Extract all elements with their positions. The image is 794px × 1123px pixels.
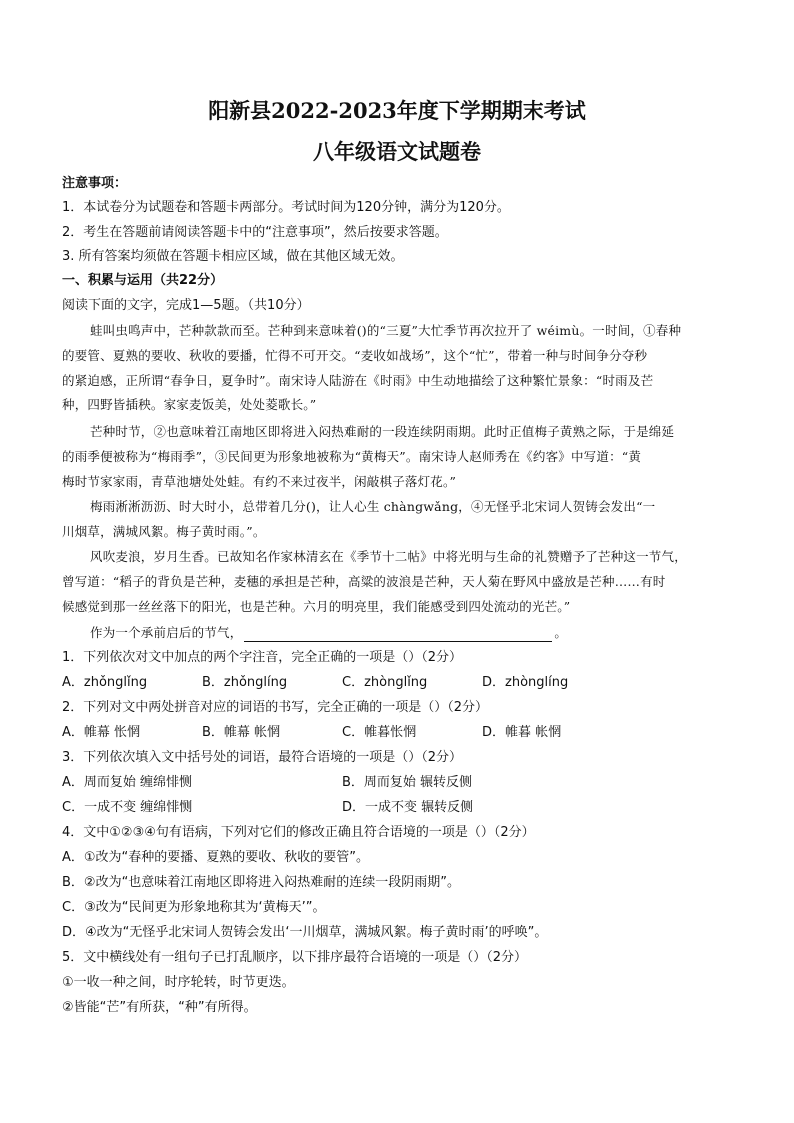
passage-end: 。 <box>554 625 568 640</box>
passage-line: 的紧迫感，正所谓“春争日，夏争时”。南宋诗人陆游在《时雨》中生动地描绘了这种繁忙景象：“时雨及芒 <box>62 373 654 388</box>
passage-line: 的要管、夏熟的要收、秋收的要播，忙得不可开交。“麦收如战场”，这个“忙”，带着一种与时间争分夺秒 <box>62 348 648 363</box>
question-stem: 3．下列依次填入文中括号处的词语，最符合语境的一项是（）（2分） <box>62 750 463 765</box>
option-d: D．④改为“无怪乎北宋词人贺铸会发出‘一川烟草，满城风絮。梅子黄时雨’的呼唤”。 <box>62 925 548 940</box>
passage-line: 川烟草，满城风絮。梅子黄时雨。”。 <box>62 524 266 539</box>
option-c: C．③改为“民间更为形象地称其为‘黄梅天’”。 <box>62 900 326 915</box>
section-heading: 一、积累与运用（共22分） <box>62 273 224 288</box>
passage-line: 梅时节家家雨，青草池塘处处蛙。有约不来过夜半，闲敲棋子落灯花。” <box>62 474 457 489</box>
notice-item: 3. 所有答案均须做在答题卡相应区域，做在其他区域无效。 <box>62 249 404 264</box>
passage-line: 梅雨淅淅沥沥、时大时小，总带着几分()，让人心生 chàngwǎng，④无怪乎北宋词人贺铸会发出“一 <box>90 499 656 514</box>
option-b: B．周而复始 辗转反侧 <box>342 775 473 790</box>
option-d: D．帷暮 帐惘 <box>482 725 562 740</box>
answer-blank <box>244 628 552 642</box>
question-stem: 1．下列依次对文中加点的两个字注音，完全正确的一项是（）（2分） <box>62 650 463 665</box>
passage-line: 蛙叫虫鸣声中，芒种款款而至。芒种到来意味着()的“三夏”大忙季节再次拉开了 wéimù。一时间，①春种 <box>90 323 682 338</box>
option-c: C．zhònglǐng <box>342 675 428 690</box>
notice-heading: 注意事项： <box>62 176 128 191</box>
option-a: A．帷幕 怅惘 <box>62 725 141 740</box>
sentence-item: ②皆能“芒”有所获，“种”有所得。 <box>62 1000 257 1015</box>
option-c: C．帷暮怅惘 <box>342 725 417 740</box>
passage-line: 候感觉到那一丝丝落下的阳光，也是芒种。六月的明亮里，我们能感受到四处流动的光芒。” <box>62 599 571 614</box>
option-d: D．zhònglíng <box>482 675 569 690</box>
passage-line: 的雨季便被称为“梅雨季”，③民间更为形象地被称为“黄梅天”。南宋诗人赵师秀在《约客》中写道：“黄 <box>62 449 642 464</box>
option-a: A．zhǒnglǐng <box>62 675 148 690</box>
passage-line: 种，四野皆插秧。家家麦饭美，处处菱歌长。” <box>62 397 317 412</box>
option-a: A．①改为“春种的要播、夏熟的要收、秋收的要管”。 <box>62 850 370 865</box>
option-b: B．②改为“也意味着江南地区即将进入闷热难耐的连续一段阴雨期”。 <box>62 875 461 890</box>
option-b: B．zhǒnglíng <box>202 675 288 690</box>
section-intro: 阅读下面的文字，完成1—5题。（共10分） <box>62 298 310 313</box>
passage-line: 风吹麦浪，岁月生香。已故知名作家林清玄在《季节十二帖》中将光明与生命的礼赞赠予了芒种这一节气， <box>90 549 687 564</box>
question-stem: 2．下列对文中两处拼音对应的词语的书写，完全正确的一项是（）（2分） <box>62 700 489 715</box>
option-c: C．一成不变 缠绵悱恻 <box>62 800 193 815</box>
option-b: B．帷幕 帐惘 <box>202 725 281 740</box>
sentence-item: ①一收一种之间，时序轮转，时节更迭。 <box>62 975 295 990</box>
passage-fill-line <box>90 624 770 642</box>
passage-line: 芒种时节，②也意味着江南地区即将进入闷热难耐的一段连续阴雨期。此时正值梅子黄熟之际，于是绵延 <box>90 424 675 439</box>
question-stem: 5．文中横线处有一组句子已打乱顺序，以下排序最符合语境的一项是（）（2分） <box>62 950 528 965</box>
question-stem: 4．文中①②③④句有语病，下列对它们的修改正确且符合语境的一项是（）（2分） <box>62 825 535 840</box>
option-a: A．周而复始 缠绵悱恻 <box>62 775 193 790</box>
passage-line: 作为一个承前启后的节气， <box>90 625 243 640</box>
notice-item: 1．本试卷分为试题卷和答题卡两部分。考试时间为120分钟，满分为120分。 <box>62 200 510 215</box>
exam-title: 阳新县2022-2023年度下学期期末考试 <box>208 98 586 123</box>
notice-item: 2．考生在答题前请阅读答题卡中的“注意事项”，然后按要求答题。 <box>62 225 448 240</box>
option-d: D．一成不变 辗转反侧 <box>342 800 474 815</box>
passage-line: 曾写道：“稻子的背负是芒种，麦穗的承担是芒种，高粱的波浪是芒种，天人菊在野风中盛放是芒种……有时 <box>62 574 666 589</box>
exam-subtitle: 八年级语文试题卷 <box>313 139 481 164</box>
